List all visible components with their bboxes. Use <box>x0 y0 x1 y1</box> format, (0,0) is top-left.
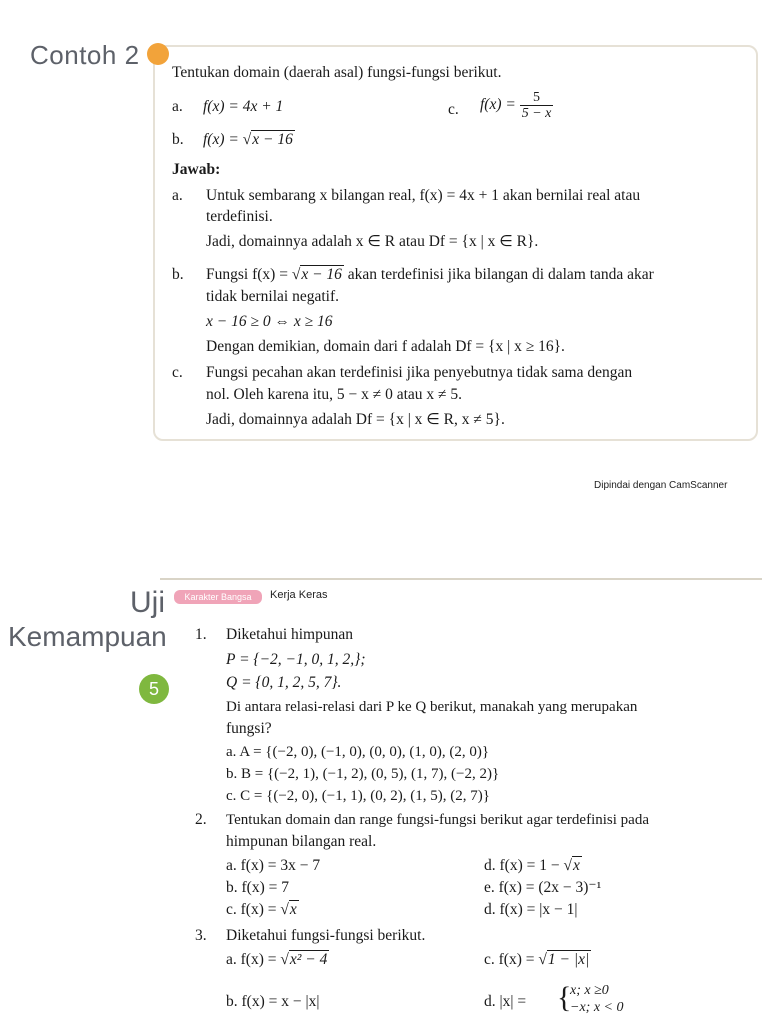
answer-b-line2: tidak bernilai negatif. <box>206 288 339 305</box>
q2-d1-pre: d. f(x) = 1 − <box>484 857 564 874</box>
q3-d-case1: x; x ≥0 <box>570 983 609 998</box>
question-b-lhs: f(x) = <box>203 131 243 148</box>
answer-b-line4: Dengan demikian, domain dari f adalah Df = {x | x ≥ 16}. <box>206 338 565 355</box>
q2-number: 2. <box>195 811 207 828</box>
kemampuan-heading: Kemampuan <box>8 621 167 652</box>
q2-option-d1 <box>484 856 582 876</box>
section-number-badge: 5 <box>139 674 169 704</box>
q3-number: 3. <box>195 927 207 944</box>
q3-option-d <box>484 992 526 1012</box>
q1-text: Diketahui himpunan <box>226 626 353 643</box>
q2-option-e: e. f(x) = (2x − 3)⁻¹ <box>484 879 602 896</box>
q3-option-c <box>484 950 591 970</box>
answer-b-line1 <box>206 265 654 285</box>
question-b-expr <box>203 130 295 150</box>
sqrt-icon: √ <box>563 857 572 874</box>
q3-a-pre: a. f(x) = <box>226 951 281 968</box>
question-b-label: b. <box>172 131 184 148</box>
answer-a-line2: terdefinisi. <box>206 208 273 225</box>
answer-c-line1: Fungsi pecahan akan terdefinisi jika penyebutnya tidak sama dengan <box>206 364 633 381</box>
answer-b-radicand: x − 16 <box>301 266 342 283</box>
q3-option-a <box>226 950 329 970</box>
jawab-label: Jawab: <box>172 161 221 178</box>
question-c-label: c. <box>448 101 459 118</box>
q2-option-b: b. f(x) = 7 <box>226 879 289 896</box>
q3-d-pre: d. |x| = <box>484 993 527 1010</box>
answer-c-label: c. <box>172 364 183 381</box>
brace-icon: { <box>557 981 572 1014</box>
q2-option-c <box>226 900 299 920</box>
q3-a-radicand: x² − 4 <box>289 951 328 968</box>
karakter-badge: Karakter Bangsa <box>174 590 262 604</box>
q1-number: 1. <box>195 626 207 643</box>
question-b-radicand: x − 16 <box>252 131 293 148</box>
q1-option-b: b. B = {(−2, 1), (−1, 2), (0, 5), (1, 7), (−2, 2)} <box>226 766 500 782</box>
answer-b-line3: x − 16 ≥ 0 ⇔ x ≥ 16 <box>206 313 333 330</box>
fraction-numerator: 5 <box>520 90 554 106</box>
sqrt-icon: √ <box>280 951 289 968</box>
uji-heading: Uji <box>130 586 165 619</box>
orange-dot-icon <box>147 43 169 65</box>
q2-c-pre: c. f(x) = <box>226 901 281 918</box>
q3-option-b: b. f(x) = x − |x| <box>226 993 320 1010</box>
answer-b-pre: Fungsi f(x) = <box>206 266 292 283</box>
scan-note: Dipindai dengan CamScanner <box>594 480 728 491</box>
q2-text-line1: Tentukan domain dan range fungsi-fungsi berikut agar terdefinisi pada <box>226 812 649 828</box>
question-a-label: a. <box>172 98 183 115</box>
question-c-lhs: f(x) = <box>480 96 520 114</box>
answer-b-label: b. <box>172 266 184 283</box>
contoh-intro: Tentukan domain (daerah asal) fungsi-fungsi berikut. <box>172 64 502 81</box>
answer-c-line3: Jadi, domainnya adalah Df = {x | x ∈ R, x ≠ 5}. <box>206 411 505 428</box>
kerja-keras-label: Kerja Keras <box>270 589 328 601</box>
q3-c-pre: c. f(x) = <box>484 951 539 968</box>
q1-option-a: a. A = {(−2, 0), (−1, 0), (0, 0), (1, 0), (2, 0)} <box>226 744 490 760</box>
contoh-heading: Contoh 2 <box>30 40 140 70</box>
q3-text: Diketahui fungsi-fungsi berikut. <box>226 927 426 944</box>
question-c-expr <box>480 90 553 121</box>
q1-set-q: Q = {0, 1, 2, 5, 7}. <box>226 674 342 691</box>
q2-c-radicand: x <box>289 901 297 918</box>
q2-d1-radicand: x <box>572 857 580 874</box>
fraction-denominator: 5 − x <box>521 106 552 121</box>
answer-a-line1: Untuk sembarang x bilangan real, f(x) = 4x + 1 akan bernilai real atau <box>206 187 641 204</box>
answer-a-line3: Jadi, domainnya adalah x ∈ R atau Df = {x | x ∈ R}. <box>206 233 539 250</box>
sqrt-icon: √ <box>291 266 301 283</box>
section-divider <box>160 578 762 580</box>
q1-ask-line1: Di antara relasi-relasi dari P ke Q berikut, manakah yang merupakan <box>226 699 638 715</box>
q2-option-d2: d. f(x) = |x − 1| <box>484 901 578 918</box>
answer-c-line2: nol. Oleh karena itu, 5 − x ≠ 0 atau x ≠ 5. <box>206 386 463 403</box>
q3-c-radicand: 1 − |x| <box>547 951 590 968</box>
q1-option-c: c. C = {(−2, 0), (−1, 1), (0, 2), (1, 5), (2, 7)} <box>226 788 490 804</box>
answer-b-post: akan terdefinisi jika bilangan di dalam tanda akar <box>343 266 654 283</box>
q2-option-a: a. f(x) = 3x − 7 <box>226 857 321 874</box>
fraction <box>520 90 554 121</box>
question-a-expr: f(x) = 4x + 1 <box>203 98 284 115</box>
q2-text-line2: himpunan bilangan real. <box>226 833 377 850</box>
q1-set-p: P = {−2, −1, 0, 1, 2,}; <box>226 651 366 668</box>
sqrt-icon: √ <box>538 951 547 968</box>
sqrt-icon: √ <box>280 901 289 918</box>
sqrt-icon: √ <box>242 131 252 148</box>
answer-a-label: a. <box>172 187 183 204</box>
q3-d-case2: −x; x < 0 <box>570 1000 624 1015</box>
q1-ask-line2: fungsi? <box>226 720 272 737</box>
